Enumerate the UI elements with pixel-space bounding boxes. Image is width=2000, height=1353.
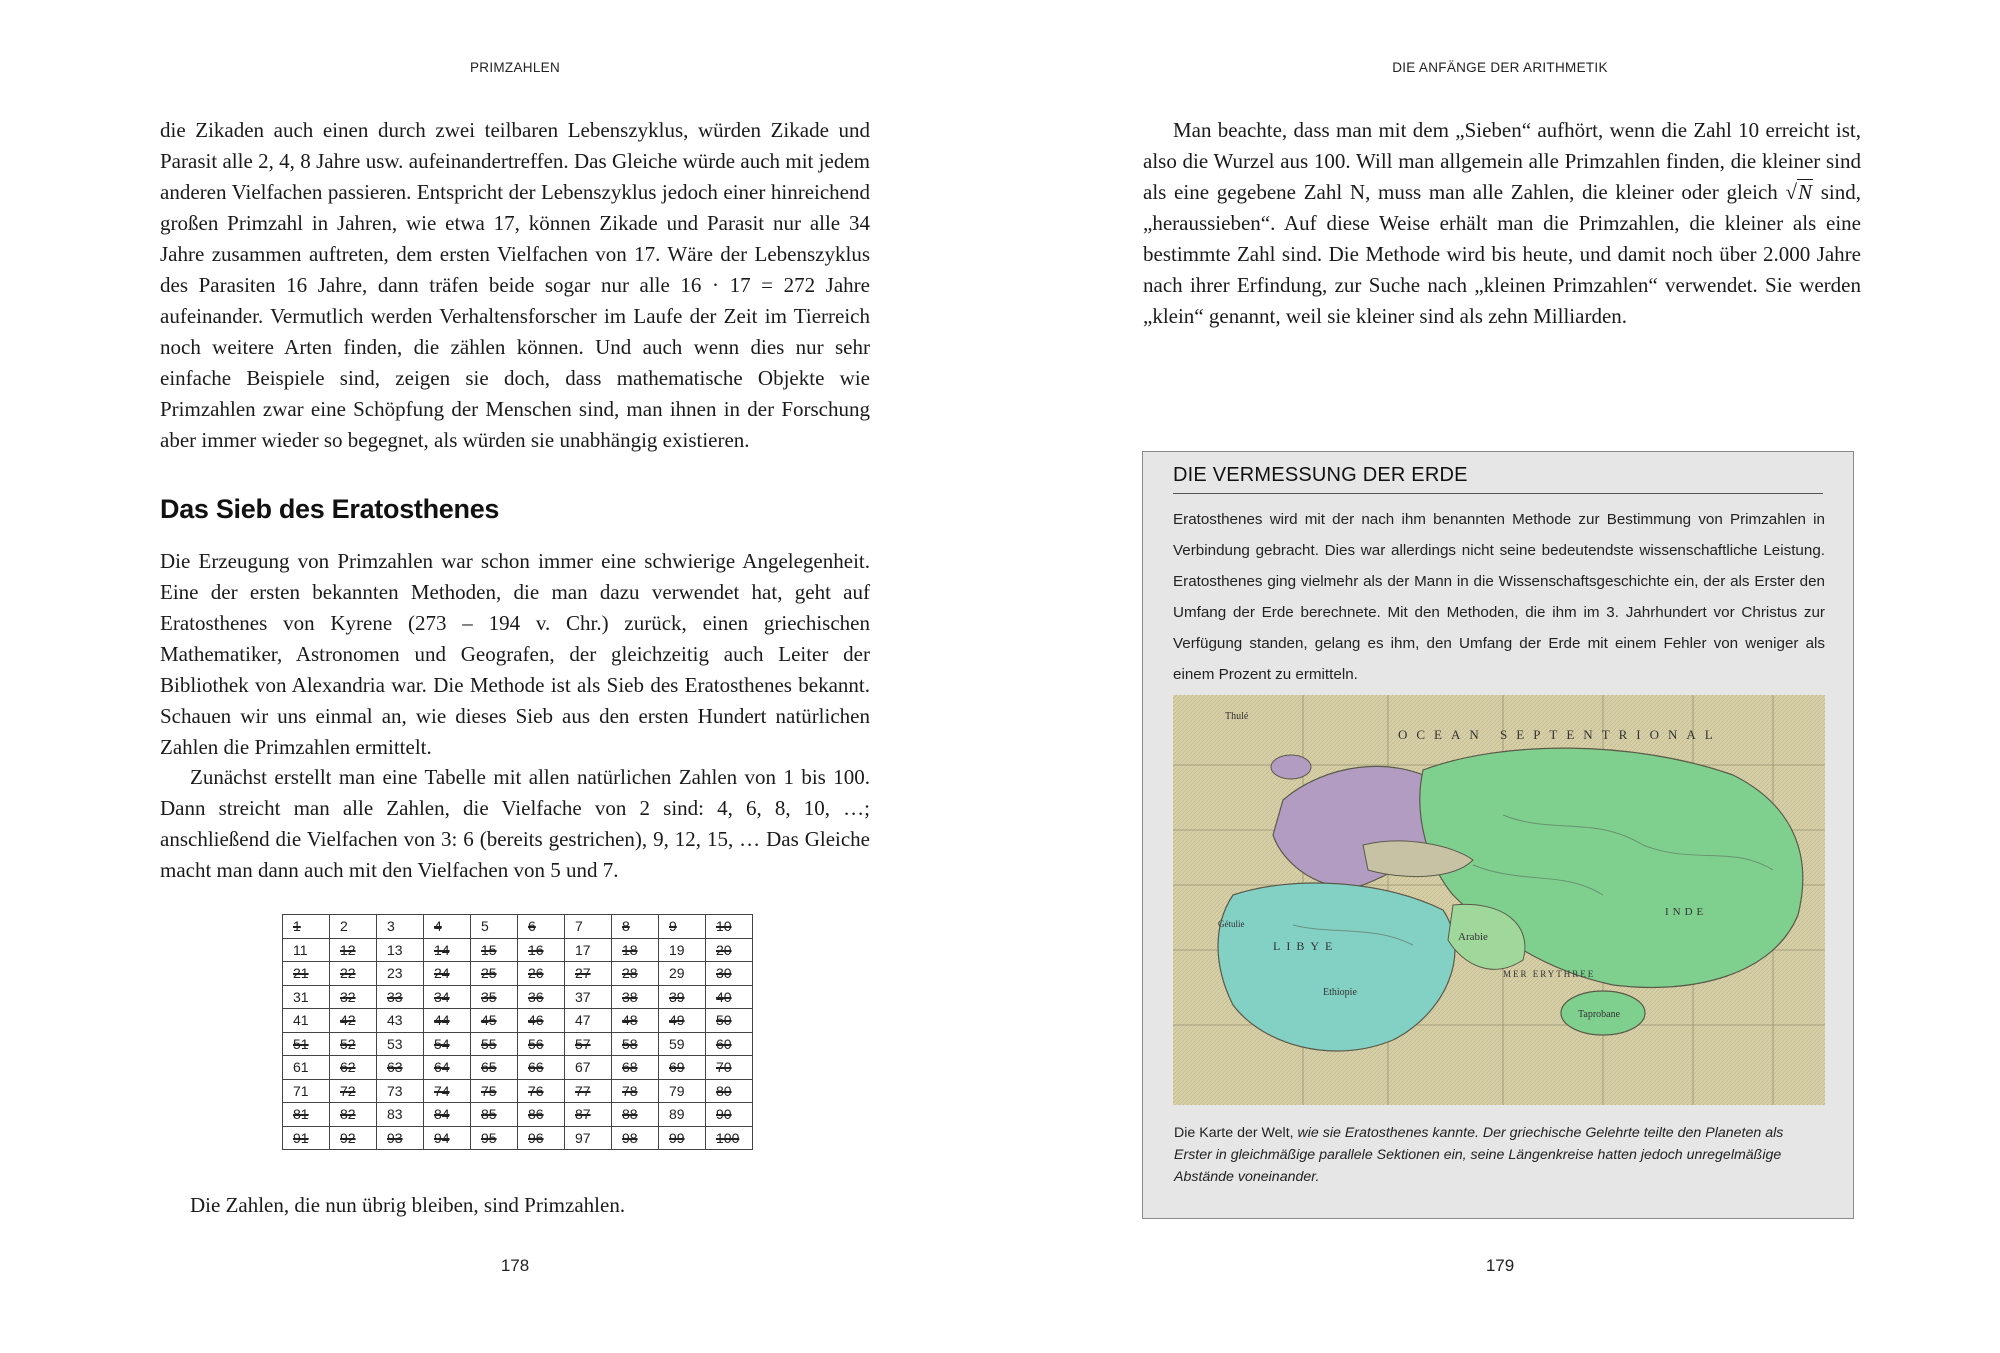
map-britain-island xyxy=(1271,755,1311,779)
sieve-cell: 47 xyxy=(565,1009,612,1033)
sieve-cell: 10 xyxy=(706,915,753,939)
sieve-row xyxy=(283,1056,753,1080)
sieve-cell: 37 xyxy=(565,985,612,1009)
sieve-row xyxy=(283,962,753,986)
sieve-cell: 64 xyxy=(424,1056,471,1080)
map-label-ocean-septentrional: OCEAN SEPTENTRIONAL xyxy=(1398,727,1722,742)
sieve-cell: 35 xyxy=(471,985,518,1009)
world-map-illustration xyxy=(1173,695,1825,1105)
sieve-cell: 7 xyxy=(565,915,612,939)
map-label-inde: INDE xyxy=(1665,906,1708,918)
sieve-row xyxy=(283,938,753,962)
sieve-cell: 17 xyxy=(565,938,612,962)
sieve-cell: 30 xyxy=(706,962,753,986)
running-head-left: PRIMZAHLEN xyxy=(469,60,560,75)
body-paragraph-3 xyxy=(160,762,870,886)
sieve-cell: 89 xyxy=(659,1103,706,1127)
sieve-cell: 2 xyxy=(330,915,377,939)
sieve-cell: 100 xyxy=(706,1126,753,1150)
sieve-cell: 63 xyxy=(377,1056,424,1080)
sieve-cell: 55 xyxy=(471,1032,518,1056)
paragraph-text: die Zikaden auch einen durch zwei teilbaren Lebenszyklus, würden Zikade und Parasit alle 2, 4, 8 Jahre usw. aufeinandertreffen. Das Gleiche würde auch mit jedem anderen Vielfachen passieren. Entspricht der Lebenszyklus jedoch einer hinreichend großen Primzahl in Jahren, wie etwa 17, können Zikade und Parasit nur alle 34 Jahre zusammen auftreten, dem ersten Vielfachen von 17. Wäre der Lebenszyklus des Parasiten 16 Jahre, dann träfen beide sogar nur alle 16 · 17 = 272 Jahre aufeinander. Vermutlich werden Verhaltensforscher im Laufe der Zeit im Tierreich noch weitere Arten finden, die zählen können. Und auch wenn dies nur sehr einfache Beispiele sind, zeigen sie doch, dass mathematische Objekte wie Primzahlen zwar eine Schöpfung der Menschen sind, man ihnen in der Forschung aber immer wieder so begegnet, als würden sie unabhängig existieren. xyxy=(160,118,870,452)
sidebar-text: Eratosthenes wird mit der nach ihm benannten Methode zur Bestimmung von Primzahlen in Verbindung gebracht. Dies war allerdings nicht seine bedeutendste wissenschaftliche Leistung. Eratosthenes ging vielmehr als der Mann in die Wissenschaftsgeschichte ein, der als Erster den Umfang der Erde berechnete. Mit den Methoden, die ihm im 3. Jahrhundert vor Christus zur Verfügung standen, gelang es ihm, den Umfang der Erde mit einem Fehler von weniger als einem Prozent zu ermitteln. xyxy=(1173,511,1825,683)
sieve-cell: 85 xyxy=(471,1103,518,1127)
sieve-cell: 84 xyxy=(424,1103,471,1127)
sieve-row xyxy=(283,1009,753,1033)
sieve-cell: 27 xyxy=(565,962,612,986)
sieve-cell: 81 xyxy=(283,1103,330,1127)
sieve-cell: 9 xyxy=(659,915,706,939)
map-label-getulie: Gétulie xyxy=(1218,919,1245,929)
map-label-libye: LIBYE xyxy=(1273,939,1339,953)
sieve-cell: 93 xyxy=(377,1126,424,1150)
sieve-row xyxy=(283,915,753,939)
sieve-cell: 68 xyxy=(612,1056,659,1080)
sieve-cell: 28 xyxy=(612,962,659,986)
sieve-cell: 49 xyxy=(659,1009,706,1033)
sieve-cell: 75 xyxy=(471,1079,518,1103)
sieve-cell: 12 xyxy=(330,938,377,962)
sieve-row xyxy=(283,1103,753,1127)
sieve-cell: 72 xyxy=(330,1079,377,1103)
sieve-row xyxy=(283,985,753,1009)
sieve-cell: 23 xyxy=(377,962,424,986)
sieve-row xyxy=(283,1079,753,1103)
sieve-row xyxy=(283,1126,753,1150)
sieve-cell: 39 xyxy=(659,985,706,1009)
sieve-cell: 65 xyxy=(471,1056,518,1080)
sieve-cell: 11 xyxy=(283,938,330,962)
sieve-cell: 95 xyxy=(471,1126,518,1150)
sieve-cell: 92 xyxy=(330,1126,377,1150)
sieve-cell: 97 xyxy=(565,1126,612,1150)
sieve-cell: 14 xyxy=(424,938,471,962)
sieve-cell: 66 xyxy=(518,1056,565,1080)
sieve-cell: 53 xyxy=(377,1032,424,1056)
sieve-cell: 91 xyxy=(283,1126,330,1150)
sieve-cell: 69 xyxy=(659,1056,706,1080)
sieve-cell: 8 xyxy=(612,915,659,939)
sidebar-title: DIE VERMESSUNG DER ERDE xyxy=(1173,464,1823,494)
body-paragraph-right xyxy=(1143,115,1861,332)
sqrt-formula xyxy=(1785,179,1813,204)
sieve-cell: 74 xyxy=(424,1079,471,1103)
sieve-cell: 54 xyxy=(424,1032,471,1056)
map-caption xyxy=(1174,1122,1824,1188)
sieve-cell: 1 xyxy=(283,915,330,939)
sieve-cell: 83 xyxy=(377,1103,424,1127)
sieve-cell: 73 xyxy=(377,1079,424,1103)
map-label-taprobane: Taprobane xyxy=(1578,1009,1621,1020)
paragraph-text: Die Erzeugung von Primzahlen war schon immer eine schwierige Angelegenheit. Eine der ersten bekannten Methoden, die man dazu verwendet hat, geht auf Eratosthenes von Kyrene (273 – 194 v. Chr.) zurück, einen griechischen Mathematiker, Astronomen und Geografen, der gleichzeitig auch Leiter der Bibliothek von Alexandria war. Die Methode ist als Sieb des Eratosthenes bekannt. Schauen wir uns einmal an, wie dieses Sieb aus den ersten Hundert natürlichen Zahlen die Primzahlen ermittelt. xyxy=(160,549,870,759)
map-label-arabie: Arabie xyxy=(1458,931,1488,943)
sieve-cell: 36 xyxy=(518,985,565,1009)
sieve-cell: 38 xyxy=(612,985,659,1009)
sieve-cell: 29 xyxy=(659,962,706,986)
sieve-cell: 18 xyxy=(612,938,659,962)
sieve-cell: 61 xyxy=(283,1056,330,1080)
sieve-cell: 48 xyxy=(612,1009,659,1033)
sieve-cell: 56 xyxy=(518,1032,565,1056)
sieve-cell: 70 xyxy=(706,1056,753,1080)
sieve-table xyxy=(282,914,753,1150)
sieve-cell: 22 xyxy=(330,962,377,986)
sieve-cell: 34 xyxy=(424,985,471,1009)
sieve-cell: 25 xyxy=(471,962,518,986)
sieve-cell: 86 xyxy=(518,1103,565,1127)
caption-rest: wie sie Eratosthenes kannte. Der griechische Gelehrte teilte den Planeten als Erster in gleichmäßige parallele Sektionen ein, seine Längenkreise hatten jedoch unregelmäßige Abstände voneinander. xyxy=(1174,1125,1784,1185)
caption-lead: Die Karte der Welt, xyxy=(1174,1125,1294,1141)
sieve-cell: 80 xyxy=(706,1079,753,1103)
sieve-cell: 59 xyxy=(659,1032,706,1056)
sieve-cell: 62 xyxy=(330,1056,377,1080)
sieve-cell: 79 xyxy=(659,1079,706,1103)
sieve-cell: 77 xyxy=(565,1079,612,1103)
sieve-cell: 90 xyxy=(706,1103,753,1127)
sieve-cell: 5 xyxy=(471,915,518,939)
paragraph-text-part: sind, „heraussieben“. Auf diese Weise erhält man die Primzahlen, die kleiner als eine bestimmte Zahl sind. Die Methode wird bis heute, und damit noch über 2.000 Jahre nach ihrer Erfindung, zur Suche nach „kleinen Primzahlen“ verwendet. Sie werden „klein“ genannt, weil sie kleiner sind als zehn Milliarden. xyxy=(1143,180,1861,328)
sieve-cell: 16 xyxy=(518,938,565,962)
body-paragraph-1 xyxy=(160,115,870,456)
section-heading: Das Sieb des Eratosthenes xyxy=(160,494,500,524)
sieve-cell: 88 xyxy=(612,1103,659,1127)
sieve-cell: 57 xyxy=(565,1032,612,1056)
sieve-cell: 76 xyxy=(518,1079,565,1103)
map-label-ethiopie: Ethiopie xyxy=(1323,987,1357,998)
sieve-cell: 87 xyxy=(565,1103,612,1127)
sieve-cell: 67 xyxy=(565,1056,612,1080)
sieve-cell: 4 xyxy=(424,915,471,939)
sieve-row xyxy=(283,1032,753,1056)
sieve-cell: 50 xyxy=(706,1009,753,1033)
sieve-cell: 31 xyxy=(283,985,330,1009)
sqrt-sign: √ xyxy=(1785,180,1797,204)
sieve-cell: 24 xyxy=(424,962,471,986)
sieve-cell: 26 xyxy=(518,962,565,986)
sieve-cell: 71 xyxy=(283,1079,330,1103)
right-page xyxy=(1000,0,2000,1353)
sieve-cell: 51 xyxy=(283,1032,330,1056)
paragraph-text xyxy=(1143,115,1861,332)
sieve-cell: 20 xyxy=(706,938,753,962)
sieve-cell: 82 xyxy=(330,1103,377,1127)
sieve-cell: 44 xyxy=(424,1009,471,1033)
sieve-cell: 52 xyxy=(330,1032,377,1056)
sieve-cell: 40 xyxy=(706,985,753,1009)
map-label-thule: Thulé xyxy=(1225,711,1249,722)
sqrt-radicand: N xyxy=(1798,180,1813,204)
sidebar-box xyxy=(1142,451,1854,1219)
sieve-cell: 19 xyxy=(659,938,706,962)
sieve-cell: 32 xyxy=(330,985,377,1009)
closing-sentence: Die Zahlen, die nun übrig bleiben, sind Primzahlen. xyxy=(190,1193,626,1217)
sieve-cell: 6 xyxy=(518,915,565,939)
paragraph-text: Zunächst erstellt man eine Tabelle mit allen natürlichen Zahlen von 1 bis 100. Dann streicht man alle Zahlen, die Vielfache von 2 sind: 4, 6, 8, 10, …; anschließend die Vielfachen von 3: 6 (bereits gestrichen), 9, 12, 15, … Das Gleiche macht man dann auch mit den Vielfachen von 5 und 7. xyxy=(160,765,870,882)
sieve-cell: 98 xyxy=(612,1126,659,1150)
sieve-cell: 45 xyxy=(471,1009,518,1033)
sieve-cell: 33 xyxy=(377,985,424,1009)
sieve-cell: 21 xyxy=(283,962,330,986)
running-head-right: DIE ANFÄNGE DER ARITHMETIK xyxy=(1392,60,1608,75)
sieve-cell: 99 xyxy=(659,1126,706,1150)
sieve-cell: 78 xyxy=(612,1079,659,1103)
sieve-cell: 41 xyxy=(283,1009,330,1033)
page-number-left: 178 xyxy=(500,1256,530,1275)
body-paragraph-2 xyxy=(160,546,870,763)
page-number-right: 179 xyxy=(1485,1256,1515,1275)
sieve-cell: 58 xyxy=(612,1032,659,1056)
sieve-cell: 46 xyxy=(518,1009,565,1033)
sieve-cell: 3 xyxy=(377,915,424,939)
sieve-cell: 94 xyxy=(424,1126,471,1150)
paragraph-text-part: Man beachte, dass man mit dem „Sieben“ aufhört, wenn die Zahl 10 erreicht ist, also die Wurzel aus 100. Will man allgemein alle Primzahlen finden, die kleiner sind als eine gegebene Zahl N, muss man alle Zahlen, die kleiner oder gleich xyxy=(1143,118,1861,204)
sieve-cell: 15 xyxy=(471,938,518,962)
sieve-cell: 43 xyxy=(377,1009,424,1033)
sieve-cell: 13 xyxy=(377,938,424,962)
sieve-cell: 42 xyxy=(330,1009,377,1033)
map-label-mer-erythree: MER ERYTHREE xyxy=(1503,969,1596,979)
sieve-cell: 60 xyxy=(706,1032,753,1056)
world-map-image xyxy=(1173,695,1825,1105)
sieve-cell: 96 xyxy=(518,1126,565,1150)
